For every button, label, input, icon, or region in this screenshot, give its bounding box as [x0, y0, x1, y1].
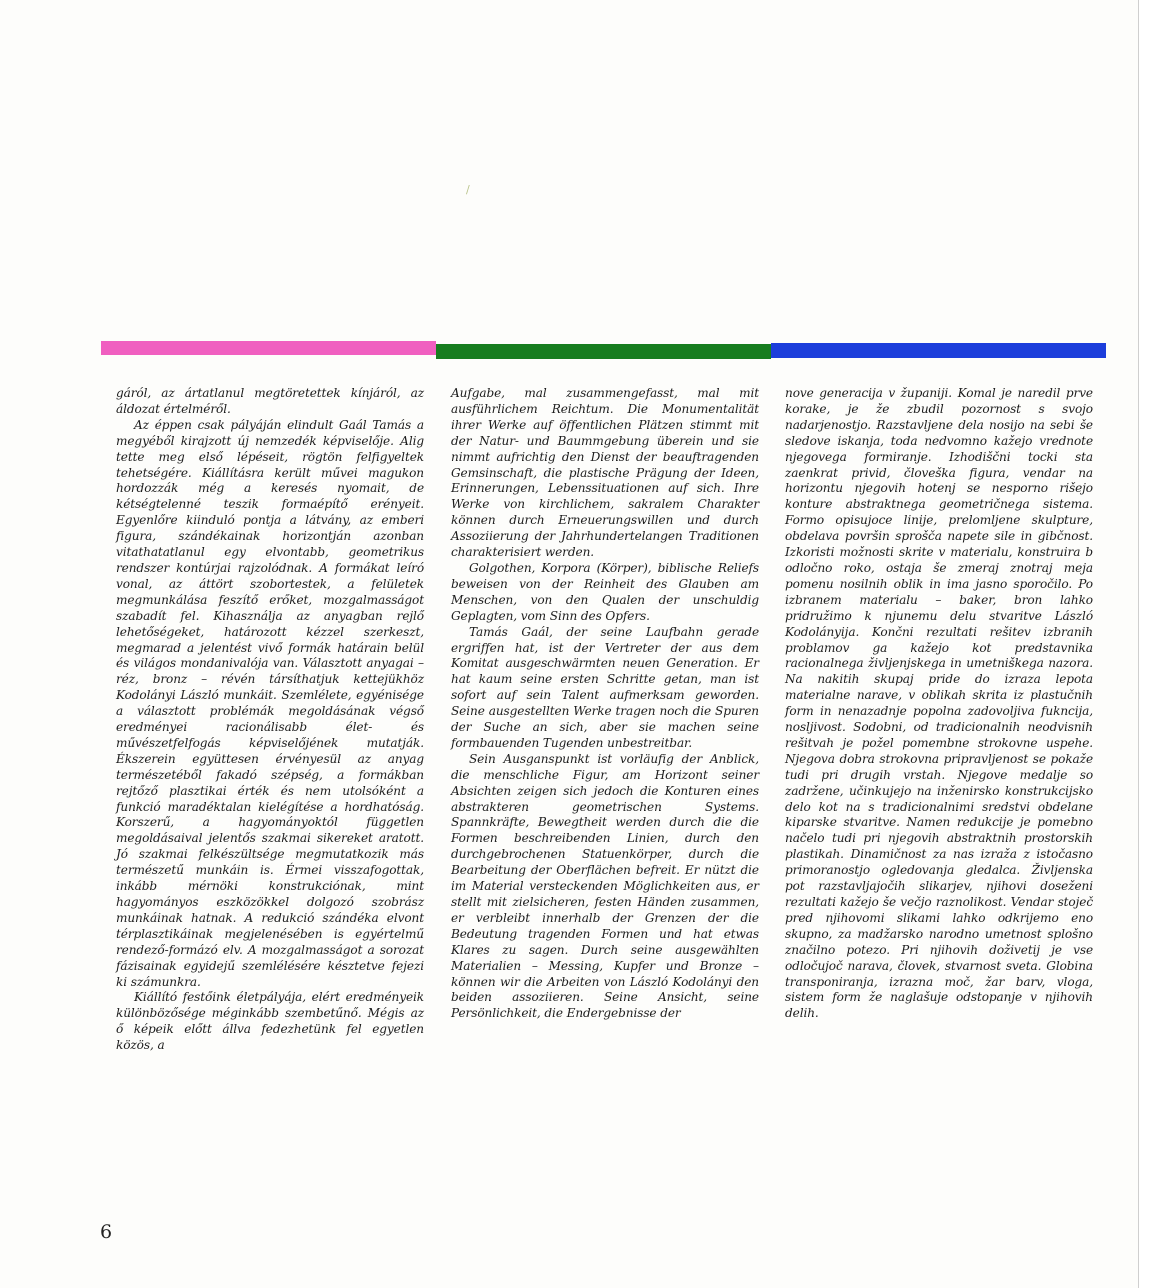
column-slovenian: [785, 386, 1093, 1022]
blue-bar-segment: [771, 343, 1106, 358]
paragraph: Golgothen, Korpora (Körper), biblische Reliefs beweisen von der Reinheit des Glauben am Menschen, von den Qualen der unschuldig Geplagten, vom Sinn des Opfers.: [451, 560, 759, 623]
tricolor-divider-bar: [101, 341, 1106, 359]
paragraph: Sein Ausganspunkt ist vorläufig der Anblick, die menschliche Figur, am Horizont seiner Absichten zeigen sich jedoch die Konturen eines abstrakteren geometrischen Systems. Spannkräfte, Bewegtheit werden durch die die Formen beschreibenden Linien, durch den durchgebrochenen Statuenkörper, durch die Bearbeitung der Oberflächen befreit. Er nützt die im Material versteckenden Möglichkeiten aus, er stellt mit zielsicheren, festen Händen zusammen, er verbleibt innerhalb der Grenzen der die Bedeutung tragenden Formen und hat etwas Klares zu sagen. Durch seine ausgewählten Materialien – Messing, Kupfer und Bronze – können wir die Arbeiten von László Kodolányi den beiden assoziieren. Seine Ansicht, seine Persönlichkeit, die Endergebnisse der: [451, 751, 759, 1021]
paragraph: Az éppen csak pályáján elindult Gaál Tamás a megyéből kirajzott új nemzedék képviselője. Alig tette meg első lépéseit, rögtön felfigyeltek tehetségére. Kiállításra került művei magukon hordozzák még a keresés nyomait, de kétségtelenné teszik formaépítő erényeit. Egyenlőre kiinduló pontja a látvány, az emberi figura, szándékainak horizontján azonban vitathatatlanul egy elvontabb, geometrikus rendszer kontúrjai rajzolódnak. A formákat leíró vonal, az áttört szobortestek, a felületek megmunkálása feszítő erőket, mozgalmasságot szabadít fel. Kihasználja az anyagban rejlő lehetőségeket, határozott kézzel szerkeszt, megmarad a jelentést vivő formák határain belül és világos mondanivalója van. Választott anyagai – réz, bronz – révén társíthatjuk kettejükhöz Kodolányi László munkáit. Szemlélete, egyénisége a választott problémák megoldásának végső eredményei racionálisabb élet- és művészetfelfogás képviselőjének mutatják. Ékszerein együttesen érvényesül az anyag természetéből fakadó szépség, a formákban rejtőző plasztikai érték és nem utolsóként a funkció maradéktalan kielégítése a hordhatóság. Korszerű, a hagyományoktól független megoldásaival jelentős szakmai sikereket aratott. Jó szakmai felkészültsége megmutatkozik más természetű munkáin is. Érmei visszafogottak, inkább mérnöki konstrukciónak, mint hagyományos eszközökkel dolgozó szobrász munkáinak hatnak. A redukció szándéka elvont térplasztikáinak megjelenésében is egyértelmű rendező-formázó elv. A mozgalmasságot a sorozat fázisainak egyidejű szemlélésére késztetve fejezi ki számunkra.: [116, 417, 424, 989]
ink-speck: /: [466, 183, 470, 196]
paragraph: nove generacija v županiji. Komal je naredil prve korake, je že zbudil pozornost s svojo nadarjenostjo. Razstavljene dela nosijo na sebi še sledove iskanja, toda nedvomno kažejo vrednote njegovega formiranje. Izhodiščni tocki sta zaenkrat privid, človeška figura, vendar na horizontu njegovih hotenj se nesporno rišejo konture abstraktnega geometričnega sistema. Formo opisujoce linije, prelomljene skulpture, obdelava površin sprošča napete sile in gibčnost. Izkoristi možnosti skrite v materialu, konstruira b odločno roko, ostaja še zmeraj znotraj meja pomenu nosilnih oblik in ima jasno sporočilo. Po izbranem materialu – baker, bron lahko pridružimo k njunemu delu stvaritve László Kodolányija. Končni rezultati rešitev izbranih problamov ga kažejo kot predstavnika racionalnega življenjskega in umetniškega nazora. Na nakitih skupaj pride do izraza lepota materialne narave, v oblikah skrita iz plastučnih form in nenazadnje popolna zadovoljiva fukncija, nosljivost. Sodobni, od tradicionalnih neodvisnih rešitvah je požel pomembne strokovne uspehe. Njegova dobra strokovna pripravljenost se pokaže tudi pri drugih vrstah. Njegove medalje so zadržene, učinkujejo na inženirsko konstrukcijsko delo kot na s tradicionalnimi sredstvi obdelane kiparske stvaritve. Namen redukcije je pomebno načelo tudi pri njegovih abstraktnih prostorskih plastikah. Dinamičnost za nas izraža z istočasno primoranostjo ogledovanja gledalca. Življenska pot razstavljajočih slikarjev, njihovi doseženi rezultati kažejo še večjo raznolikost. Vendar stoječ pred njihovomi slikami lahko odkrijemo eno skupno, za madžarsko narodno umetnost splošno značilno potezo. Pri njihovih doživetij je vse odločujoč narava, človek, stvarnost sveta. Globina transponiranja, izrazna moč, žar barv, vloga, sistem form že naglašuje odstopanje v njihovih delih.: [785, 386, 1093, 1021]
pink-bar-segment: [101, 341, 436, 355]
column-german: [451, 386, 759, 1022]
paragraph: gáról, az ártatlanul megtöretettek kínjáról, az áldozat értelméről.: [116, 386, 424, 416]
column-hungarian: [116, 386, 424, 1054]
green-bar-segment: [436, 344, 771, 359]
paragraph: Aufgabe, mal zusammengefasst, mal mit ausführlichem Reichtum. Die Monumentalität ihrer Werke auf öffentlichen Plätzen stimmt mit der Natur- und Baummgebung überein und sie nimmt aufrichtig den Dienst der beauftragenden Gemsinschaft, die plastische Prägung der Ideen, Erinnerungen, Lebenssituationen auf sich. Ihre Werke von kirchlichem, sakralem Charakter können durch Erneuerungswillen und durch Assoziierung der Jahrhundertelangen Traditionen charakterisiert werden.: [451, 386, 759, 560]
paragraph: Kiállító festőink életpályája, elért eredményeik különbözősége méginkább szembetűnő. Mégis az ő képeik előtt állva fedezhetünk fel egyetlen közös, a: [116, 990, 424, 1053]
paragraph: Tamás Gaál, der seine Laufbahn gerade ergriffen hat, ist der Vertreter der aus dem Komitat ausgeschwärmten neuen Generation. Er hat kaum seine ersten Schritte getan, man ist sofort auf sein Talent aufmerksam geworden. Seine ausgestellten Werke tragen noch die Spuren der Suche an sich, aber sie machen seine formbauenden Tugenden unbestreitbar.: [451, 624, 759, 750]
page-number: 6: [100, 1221, 113, 1243]
